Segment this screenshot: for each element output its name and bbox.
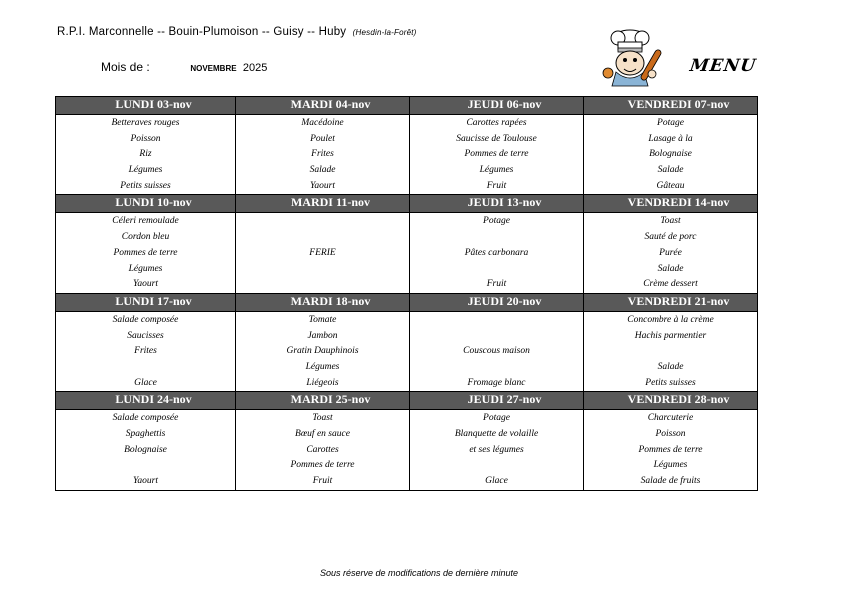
day-header (236, 392, 410, 410)
menu-item: Jambon (307, 330, 338, 341)
menu-item (236, 262, 409, 278)
day-menu (410, 115, 584, 195)
menu-item: Toast (312, 413, 333, 424)
day-menu (410, 410, 584, 490)
menu-item: Salade (657, 165, 684, 176)
day-menu (584, 410, 758, 490)
menu-item (410, 230, 583, 246)
day-label: VENDREDI 28-nov (627, 392, 730, 407)
menu-item: Frites (134, 346, 157, 357)
day-header (56, 392, 236, 410)
day-menu (236, 115, 410, 195)
day-menu (56, 410, 236, 490)
menu-item: Purée (659, 247, 682, 258)
menu-item (410, 313, 583, 329)
month-label: Mois de : (101, 60, 150, 74)
day-header (584, 293, 758, 311)
menu-item: Lasage à la (648, 133, 693, 144)
menu-item: Potage (483, 216, 510, 227)
week-header-row (56, 97, 758, 115)
day-header (410, 97, 584, 115)
menu-item: Carottes (306, 444, 339, 455)
menu-item (56, 360, 235, 376)
day-header (236, 195, 410, 213)
menu-item: Salade composée (112, 413, 179, 424)
menu-item: Riz (139, 149, 152, 160)
day-label: VENDREDI 21-nov (627, 293, 730, 308)
day-label: JEUDI 20-nov (467, 293, 542, 308)
menu-item: Poisson (655, 429, 686, 439)
menu-item: Salade (657, 361, 684, 372)
menu-item (56, 458, 235, 474)
menu-item (410, 458, 583, 474)
week-header-row (56, 293, 758, 311)
day-header (584, 97, 758, 115)
day-label: VENDREDI 14-nov (627, 195, 730, 210)
menu-item: Frites (311, 149, 334, 160)
footer-text: Sous réserve de modifications de dernière minute (319, 568, 519, 578)
menu-item: Fruit (312, 476, 333, 487)
menu-item: Céleri remoulade (112, 216, 179, 227)
menu-item (410, 360, 583, 376)
day-label: JEUDI 27-nov (467, 392, 542, 407)
menu-item: Crème dessert (643, 279, 698, 290)
menu-item: et ses légumes (469, 444, 524, 455)
menu-item (236, 214, 409, 230)
day-header (56, 97, 236, 115)
day-menu (56, 311, 236, 391)
day-menu (236, 213, 410, 293)
menu-item: Cordon bleu (121, 232, 170, 243)
day-label: LUNDI 17-nov (115, 293, 192, 308)
week-menu-row (56, 115, 758, 195)
menu-item: Bœuf en sauce (295, 429, 350, 439)
menu-item: Yaourt (133, 279, 158, 290)
menu-item: Fruit (486, 279, 507, 290)
menu-item (410, 329, 583, 345)
menu-item: Couscous maison (463, 346, 530, 357)
menu-item: Salade composée (112, 314, 179, 325)
day-label: MARDI 11-nov (290, 195, 370, 210)
menu-item: Poulet (310, 133, 335, 144)
menu-item: Salade (309, 165, 336, 176)
menu-item: Poisson (130, 133, 161, 144)
day-label: LUNDI 24-nov (115, 392, 192, 407)
menu-item: Légumes (479, 165, 514, 176)
menu-item: Sauté de porc (644, 232, 697, 243)
day-header (584, 195, 758, 213)
title-text: R.P.I. Marconnelle -- Bouin-Plumoison -- Guisy -- Huby (57, 26, 347, 38)
menu-item: Gratin Dauphinois (286, 346, 359, 357)
day-header (56, 293, 236, 311)
page-title (57, 26, 417, 38)
day-menu (410, 311, 584, 391)
menu-item (236, 277, 409, 293)
chef-illustration (596, 28, 676, 88)
day-menu (236, 311, 410, 391)
day-menu (56, 213, 236, 293)
menu-item: Carottes rapées (466, 118, 527, 128)
menu-item: Saucisse de Toulouse (456, 133, 537, 144)
menu-item: FERIE (309, 247, 336, 258)
day-menu (584, 115, 758, 195)
day-label: JEUDI 13-nov (467, 195, 542, 210)
menu-item: Toast (660, 216, 681, 227)
month-year: 2025 (242, 62, 268, 74)
week-menu-row (56, 410, 758, 490)
menu-item: Gâteau (656, 180, 685, 191)
menu-item: Yaourt (133, 476, 158, 487)
day-menu (410, 213, 584, 293)
menu-item: Légumes (128, 263, 163, 274)
day-header (236, 293, 410, 311)
day-menu (584, 311, 758, 391)
menu-item: Tomate (308, 314, 337, 325)
menu-item: Potage (657, 118, 684, 128)
menu-item: Légumes (653, 460, 688, 471)
title-location: (Hesdin-la-Forêt) (352, 28, 417, 37)
menu-item: Petits suisses (645, 377, 696, 388)
menu-item: Glace (134, 377, 157, 388)
week-menu-row (56, 213, 758, 293)
menu-item (584, 344, 757, 360)
month-name: NOVEMBRE (190, 64, 237, 73)
menu-item: Bolognaise (649, 149, 692, 160)
menu-item: Bolognaise (124, 444, 167, 455)
menu-item: Liégeois (306, 377, 339, 388)
menu-item (410, 262, 583, 278)
menu-item: Potage (483, 413, 510, 424)
menu-item: Spaghettis (125, 429, 166, 439)
footer-note (0, 568, 842, 578)
menu-table (55, 96, 758, 491)
menu-item: Hachis parmentier (634, 330, 707, 341)
menu-item (236, 230, 409, 246)
menu-item: Fromage blanc (467, 377, 526, 388)
menu-item: Blanquette de volaille (454, 429, 539, 439)
day-label: LUNDI 03-nov (115, 97, 192, 111)
menu-item: Petits suisses (120, 180, 171, 191)
menu-item: Glace (485, 476, 508, 487)
week-menu-row (56, 311, 758, 391)
menu-item: Concombre à la crème (627, 314, 714, 325)
menu-item: Pommes de terre (464, 149, 529, 160)
menu-item: Pommes de terre (638, 444, 703, 455)
day-menu (56, 115, 236, 195)
day-header (410, 293, 584, 311)
day-menu (236, 410, 410, 490)
menu-item: Légumes (128, 165, 163, 176)
menu-item: Pommes de terre (113, 247, 178, 258)
menu-item: Yaourt (310, 180, 335, 191)
menu-item: Saucisses (127, 330, 164, 341)
menu-item: Pâtes carbonara (464, 247, 529, 258)
menu-item: Fruit (486, 180, 507, 191)
menu-item: Betteraves rouges (111, 118, 180, 128)
day-header (410, 195, 584, 213)
menu-item: Pommes de terre (290, 460, 355, 471)
day-label: MARDI 04-nov (290, 97, 371, 111)
day-label: LUNDI 10-nov (115, 195, 192, 210)
menu-item: Légumes (305, 361, 340, 372)
day-header (584, 392, 758, 410)
day-header (410, 392, 584, 410)
day-header (56, 195, 236, 213)
menu-item: Macédoine (301, 118, 344, 128)
menu-item: Salade de fruits (640, 476, 701, 487)
month-line (101, 60, 267, 74)
day-label: MARDI 25-nov (290, 392, 371, 407)
day-label: VENDREDI 07-nov (627, 97, 730, 111)
day-label: MARDI 18-nov (290, 293, 371, 308)
menu-item: Charcuterie (647, 413, 694, 424)
menu-title: MENU (688, 56, 758, 76)
day-header (236, 97, 410, 115)
week-header-row (56, 195, 758, 213)
week-header-row (56, 392, 758, 410)
day-label: JEUDI 06-nov (467, 97, 542, 111)
day-menu (584, 213, 758, 293)
menu-item: Salade (657, 263, 684, 274)
